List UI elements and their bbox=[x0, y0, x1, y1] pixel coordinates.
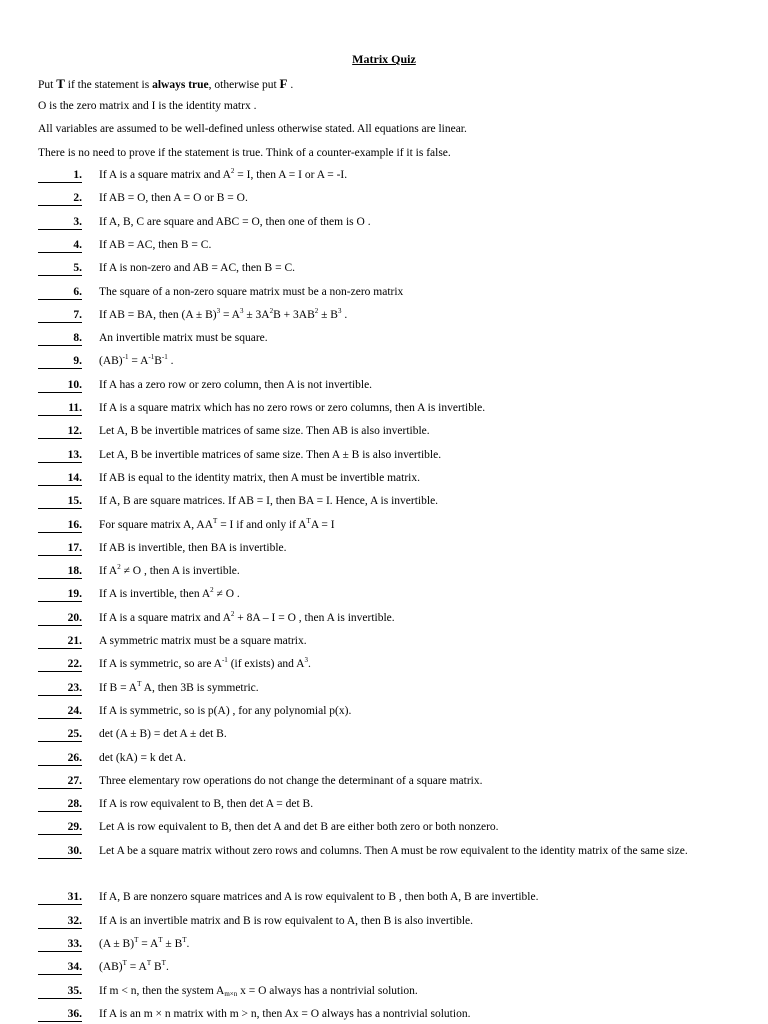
question-number: 23. bbox=[67, 682, 82, 694]
question-number: 34. bbox=[67, 961, 82, 973]
answer-blank[interactable] bbox=[38, 288, 82, 300]
answer-blank[interactable] bbox=[38, 264, 82, 276]
question-statement: If A is a square matrix and $A^2 + 8A - I = O$ , then A is invertible. bbox=[99, 610, 395, 624]
question-number: 15. bbox=[67, 495, 82, 507]
always-true-text: always true bbox=[152, 79, 209, 91]
question-number: 25. bbox=[67, 728, 82, 740]
answer-blank[interactable] bbox=[38, 590, 82, 602]
instructions-text: , otherwise put bbox=[208, 79, 280, 91]
answer-blank[interactable] bbox=[38, 917, 82, 929]
question-number: 32. bbox=[67, 915, 82, 927]
question-statement: $(A \pm B)^T = A^T \pm B^T$. bbox=[99, 936, 190, 950]
question-statement: If AB is equal to the identity matrix, then A must be invertible matrix. bbox=[99, 472, 420, 484]
page-title: Matrix Quiz bbox=[352, 52, 416, 66]
question-number: 12. bbox=[67, 425, 82, 437]
instructions-line-3: All variables are assumed to be well-defined unless otherwise stated. All equations are linear. bbox=[38, 123, 467, 135]
answer-blank[interactable] bbox=[38, 404, 82, 416]
question-statement: det (kA) = k det A. bbox=[99, 752, 186, 764]
question-statement: If A has a zero row or zero column, then A is not invertible. bbox=[99, 379, 373, 391]
question-statement: If AB = BA, then $(A \pm B)^3 = A^3 \pm 3A^2B + 3AB^2 \pm B^3$ . bbox=[99, 307, 348, 321]
question-number: 6. bbox=[73, 286, 82, 298]
question-statement: If A is invertible, then $A^2 \ne O$ . bbox=[99, 586, 240, 600]
answer-blank[interactable] bbox=[38, 754, 82, 766]
question-statement: Three elementary row operations do not change the determinant of a square matrix. bbox=[99, 775, 483, 787]
question-number: 29. bbox=[67, 821, 82, 833]
question-statement: Let A be a square matrix without zero rows and columns. Then A must be row equivalent to the identity matrix of the same size. bbox=[99, 845, 688, 857]
question-statement: The square of a non-zero square matrix must be a non-zero matrix bbox=[99, 286, 404, 298]
question-number: 31. bbox=[67, 891, 82, 903]
answer-blank[interactable] bbox=[38, 521, 82, 533]
question-number: 3. bbox=[73, 216, 82, 228]
question-statement: If A is row equivalent to B, then det A = det B. bbox=[99, 798, 314, 810]
question-statement: A symmetric matrix must be a square matrix. bbox=[99, 635, 307, 647]
answer-blank[interactable] bbox=[38, 241, 82, 253]
question-statement: For square matrix A, $AA^T = I$ if and only if $A^TA = I$ bbox=[99, 517, 335, 531]
question-statement: If $A^2 \ne O$ , then A is invertible. bbox=[99, 563, 240, 577]
answer-blank[interactable] bbox=[38, 707, 82, 719]
question-number: 13. bbox=[67, 449, 82, 461]
instructions-line-4: There is no need to prove if the statement is true. Think of a counter-example if it is false. bbox=[38, 147, 451, 159]
answer-blank[interactable] bbox=[38, 497, 82, 509]
answer-blank[interactable] bbox=[38, 684, 82, 696]
question-number: 22. bbox=[67, 658, 82, 670]
question-number: 27. bbox=[67, 775, 82, 787]
question-statement: Let A, B be invertible matrices of same size. Then AB is also invertible. bbox=[99, 425, 430, 437]
question-number: 36. bbox=[67, 1008, 82, 1020]
question-statement: If m < n, then the system $A_{m\times n}$ x = O always has a nontrivial solution. bbox=[99, 985, 418, 998]
answer-blank[interactable] bbox=[38, 334, 82, 346]
question-statement: $(AB)^{-1} = A^{-1}B^{-1}$ . bbox=[99, 353, 174, 367]
answer-blank[interactable] bbox=[38, 474, 82, 486]
question-number: 17. bbox=[67, 542, 82, 554]
question-statement: If AB = O, then A = O or B = O. bbox=[99, 192, 248, 204]
question-statement: If A is an invertible matrix and B is row equivalent to A, then B is also invertible. bbox=[99, 915, 474, 927]
question-number: 30. bbox=[67, 845, 82, 857]
answer-blank[interactable] bbox=[38, 451, 82, 463]
question-number: 35. bbox=[67, 985, 82, 997]
false-mark: F bbox=[279, 76, 288, 91]
question-statement: If A, B are nonzero square matrices and A is row equivalent to B , then both A, B are invertible. bbox=[99, 891, 539, 903]
question-number: 4. bbox=[73, 239, 82, 251]
true-mark: T bbox=[56, 76, 65, 91]
question-number: 19. bbox=[67, 588, 82, 600]
instructions-text: if the statement is bbox=[64, 79, 153, 91]
question-number: 9. bbox=[73, 355, 82, 367]
answer-blank[interactable] bbox=[38, 218, 82, 230]
question-statement: If A is a square matrix which has no zero rows or zero columns, then A is invertible. bbox=[99, 402, 486, 414]
question-number: 11. bbox=[68, 402, 82, 414]
answer-blank[interactable] bbox=[38, 823, 82, 835]
answer-blank[interactable] bbox=[38, 194, 82, 206]
answer-blank[interactable] bbox=[38, 357, 82, 369]
answer-blank[interactable] bbox=[38, 544, 82, 556]
question-number: 26. bbox=[67, 752, 82, 764]
answer-blank[interactable] bbox=[38, 730, 82, 742]
answer-blank[interactable] bbox=[38, 777, 82, 789]
question-statement: If A is symmetric, so are $A^{-1}$ (if exists) and $A^3$. bbox=[99, 656, 311, 670]
question-number: 16. bbox=[67, 519, 82, 531]
question-statement: $(AB)^T = A^T$ $B^T$. bbox=[99, 959, 169, 973]
answer-blank[interactable] bbox=[38, 637, 82, 649]
question-number: 14. bbox=[67, 472, 82, 484]
question-number: 5. bbox=[73, 262, 82, 274]
question-statement: If A is a square matrix and $A^2 = I$, then A = I or A = -I. bbox=[99, 167, 348, 181]
question-statement: If AB is invertible, then BA is invertible. bbox=[99, 542, 287, 554]
answer-blank[interactable] bbox=[38, 893, 82, 905]
question-statement: If A is symmetric, so is p(A) , for any polynomial p(x). bbox=[99, 705, 352, 717]
answer-blank[interactable] bbox=[38, 1010, 82, 1022]
question-statement: If A, B, C are square and ABC = O, then one of them is O . bbox=[99, 216, 371, 228]
answer-blank[interactable] bbox=[38, 614, 82, 626]
question-statement: det (A ± B) = det A ± det B. bbox=[99, 728, 227, 740]
question-number: 33. bbox=[67, 938, 82, 950]
question-number: 2. bbox=[73, 192, 82, 204]
answer-blank[interactable] bbox=[38, 987, 82, 999]
answer-blank[interactable] bbox=[38, 940, 82, 952]
question-statement: Let A is row equivalent to B, then det A and det B are either both zero or both nonzero. bbox=[99, 821, 499, 833]
question-statement: If A is non-zero and AB = AC, then B = C. bbox=[99, 262, 296, 274]
instructions-line-1 bbox=[38, 76, 293, 92]
question-statement: If A, B are square matrices. If AB = I, then BA = I. Hence, A is invertible. bbox=[99, 495, 439, 507]
answer-blank[interactable] bbox=[38, 567, 82, 579]
question-statement: Let A, B be invertible matrices of same size. Then A ± B is also invertible. bbox=[99, 449, 442, 461]
question-statement: An invertible matrix must be square. bbox=[99, 332, 268, 344]
answer-blank[interactable] bbox=[38, 660, 82, 672]
question-statement: If A is an m × n matrix with m > n, then Ax = O always has a nontrivial solution. bbox=[99, 1008, 471, 1020]
question-number: 21. bbox=[67, 635, 82, 647]
question-number: 18. bbox=[67, 565, 82, 577]
question-statement: If AB = AC, then B = C. bbox=[99, 239, 212, 251]
question-number: 28. bbox=[67, 798, 82, 810]
question-number: 7. bbox=[73, 309, 82, 321]
answer-blank[interactable] bbox=[38, 963, 82, 975]
answer-blank[interactable] bbox=[38, 381, 82, 393]
question-number: 10. bbox=[67, 379, 82, 391]
instructions-text: . bbox=[287, 79, 294, 91]
question-number: 8. bbox=[73, 332, 82, 344]
instructions-text: Put bbox=[38, 79, 57, 91]
answer-blank[interactable] bbox=[38, 800, 82, 812]
instructions-line-2: O is the zero matrix and I is the identity matrx . bbox=[38, 100, 257, 112]
answer-blank[interactable] bbox=[38, 171, 82, 183]
answer-blank[interactable] bbox=[38, 427, 82, 439]
question-number: 20. bbox=[67, 612, 82, 624]
question-statement: If $B = A^T$ A, then 3B is symmetric. bbox=[99, 680, 259, 694]
answer-blank[interactable] bbox=[38, 847, 82, 859]
question-number: 1. bbox=[73, 169, 82, 181]
question-number: 24. bbox=[67, 705, 82, 717]
answer-blank[interactable] bbox=[38, 311, 82, 323]
